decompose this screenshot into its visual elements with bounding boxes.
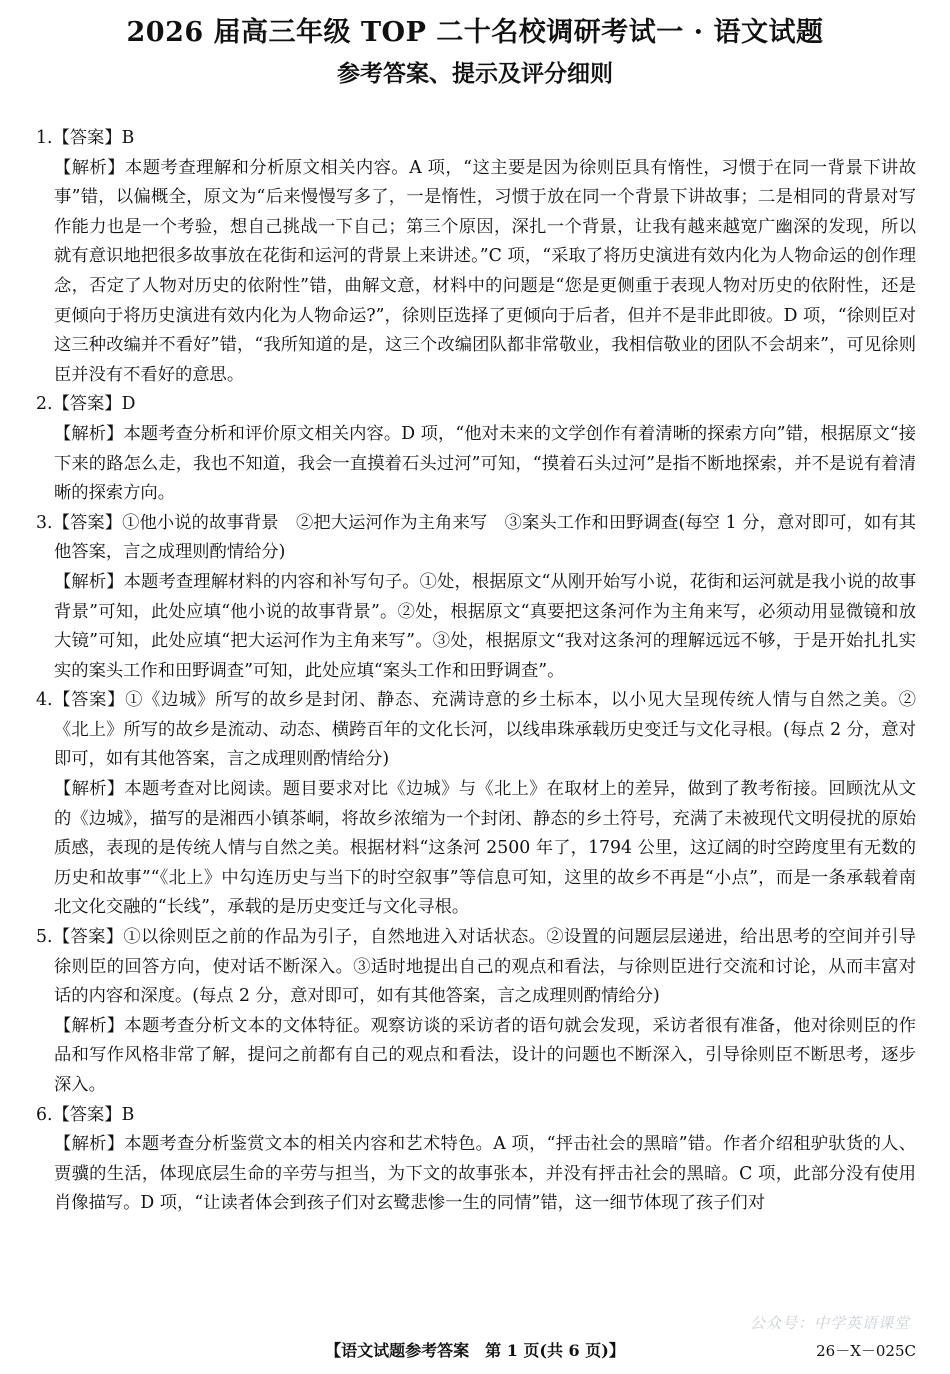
question-answer: 6.【答案】B <box>36 1104 135 1125</box>
question-block-5 <box>36 923 916 1101</box>
question-block-3 <box>36 509 916 687</box>
question-answer: 5.【答案】①以徐则臣之前的作品为引子，自然地进入对话状态。②设置的问题层层递进，给出思考的空间并引导徐则臣的回答方向，使对话不断深入。③适时地提出自己的观点和看法，与徐则臣进行交流和讨论，从而丰富对话的内容和深度。(每点 2 分，意对即可，如有其他答案，言之成理则酌情给分) <box>36 927 916 1007</box>
question-analysis: 【解析】本题考查理解材料的内容和补写句子。①处，根据原文“从刚开始写小说，花街和运河就是我小说的故事背景”可知，此处应填“他小说的故事背景”。②处，根据原文“真要把这条河作为主角来写，必须动用显微镜和放大镜”可知，此处应填“把大运河作为主角来写”。③处，根据原文“我对这条河的理解远远不够，于是开始扎扎实实的案头工作和田野调查”可知，此处应填“案头工作和田野调查”。 <box>54 571 916 681</box>
question-analysis: 【解析】本题考查理解和分析原文相关内容。A 项，“这主要是因为徐则臣具有惰性，习惯于在同一背景下讲故事”错，以偏概全，原文为“后来慢慢写多了，一是惰性，习惯于放在同一个背景下讲故事；二是相同的背景对写作能力也是一个考验，想自己挑战一下自己；第三个原因，深扎一个背景，让我有越来越宽广幽深的发现，所以就有意识地把很多故事放在花街和运河的背景上来讲述。”C 项，“采取了将历史演进有效内化为人物命运的创作理念，否定了人物对历史的依附性”错，曲解文意，材料中的问题是“您是更侧重于表现人物对历史的依附性，还是更倾向于将历史演进有效内化为人物命运?”，徐则臣选择了更倾向于后者，但并不是非此即彼。D 项，“徐则臣对这三种改编并不看好”错，“我所知道的是，这三个改编团队都非常敬业，我相信敬业的团队不会胡来”，可见徐则臣并没有不看好的意思。 <box>54 157 916 385</box>
question-answer: 4.【答案】①《边城》所写的故乡是封闭、静态、充满诗意的乡土标本，以小见大呈现传统人情与自然之美。②《北上》所写的故乡是流动、动态、横跨百年的文化长河，以线串珠承载历史变迁与文化寻根。(每点 2 分，意对即可，如有其他答案，言之成理则酌情给分) <box>36 690 916 770</box>
question-analysis: 【解析】本题考查分析文本的文体特征。观察访谈的采访者的语句就会发现，采访者很有准备，他对徐则臣的作品和写作风格非常了解，提问之前都有自己的观点和看法，设计的问题也不断深入，引导徐则臣不断思考，逐步深入。 <box>54 1015 916 1095</box>
question-analysis: 【解析】本题考查分析和评价原文相关内容。D 项，“他对未来的文学创作有着清晰的探索方向”错，根据原文“接下来的路怎么走，我也不知道，我会一直摸着石头过河”可知，“摸着石头过河”是指不断地探索，并不是说有着清晰的探索方向。 <box>54 423 916 504</box>
question-block-1 <box>36 124 916 390</box>
question-block-4 <box>36 686 916 923</box>
page-subtitle: 参考答案、提示及评分细则 <box>337 60 613 87</box>
footer-exam-code: 26－X－025C <box>816 1342 916 1360</box>
footer-page-info: 【语文试题参考答案 第 1 页(共 6 页)】 <box>325 1341 625 1360</box>
watermark: 公众号：中学英语课堂 <box>749 1314 910 1332</box>
question-block-6 <box>36 1101 916 1219</box>
answer-list <box>36 124 916 1219</box>
question-answer: 1.【答案】B <box>36 128 135 148</box>
question-block-2 <box>36 390 916 508</box>
question-answer: 3.【答案】①他小说的故事背景 ②把大运河作为主角来写 ③案头工作和田野调查(每空 1 分，意对即可，如有其他答案，言之成理则酌情给分) <box>36 512 916 563</box>
page-footer <box>0 1336 950 1366</box>
question-answer: 2.【答案】D <box>36 394 136 415</box>
question-analysis: 【解析】本题考查对比阅读。题目要求对比《边城》与《北上》在取材上的差异，做到了教考衔接。回顾沈从文的《边城》，描写的是湘西小镇茶峒，将故乡浓缩为一个封闭、静态的乡土符号，充满了未被现代文明侵扰的原始质感，表现的是传统人情与自然之美。根据材料“这条河 2500 年了，1794 公里，这辽阔的时空跨度里有无数的历史和故事”“《北上》中勾连历史与当下的时空叙事”等信息可知，这里的故乡不再是“小点”，而是一条承载着南北文化交融的“长线”，承载的是历史变迁与文化寻根。 <box>54 779 916 918</box>
question-analysis: 【解析】本题考查分析鉴赏文本的相关内容和艺术特色。A 项，“抨击社会的黑暗”错。作者介绍租驴驮货的人、贾骥的生活，体现底层生命的辛劳与担当，为下文的故事张本，并没有抨击社会的黑暗。C 项，此部分没有使用肖像描写。D 项，“让读者体会到孩子们对玄鹭悲惨一生的同情”错，这一细节体现了孩子们对 <box>54 1134 916 1214</box>
page-title: 2026 届高三年级 TOP 二十名校调研考试一 · 语文试题 <box>126 17 824 48</box>
